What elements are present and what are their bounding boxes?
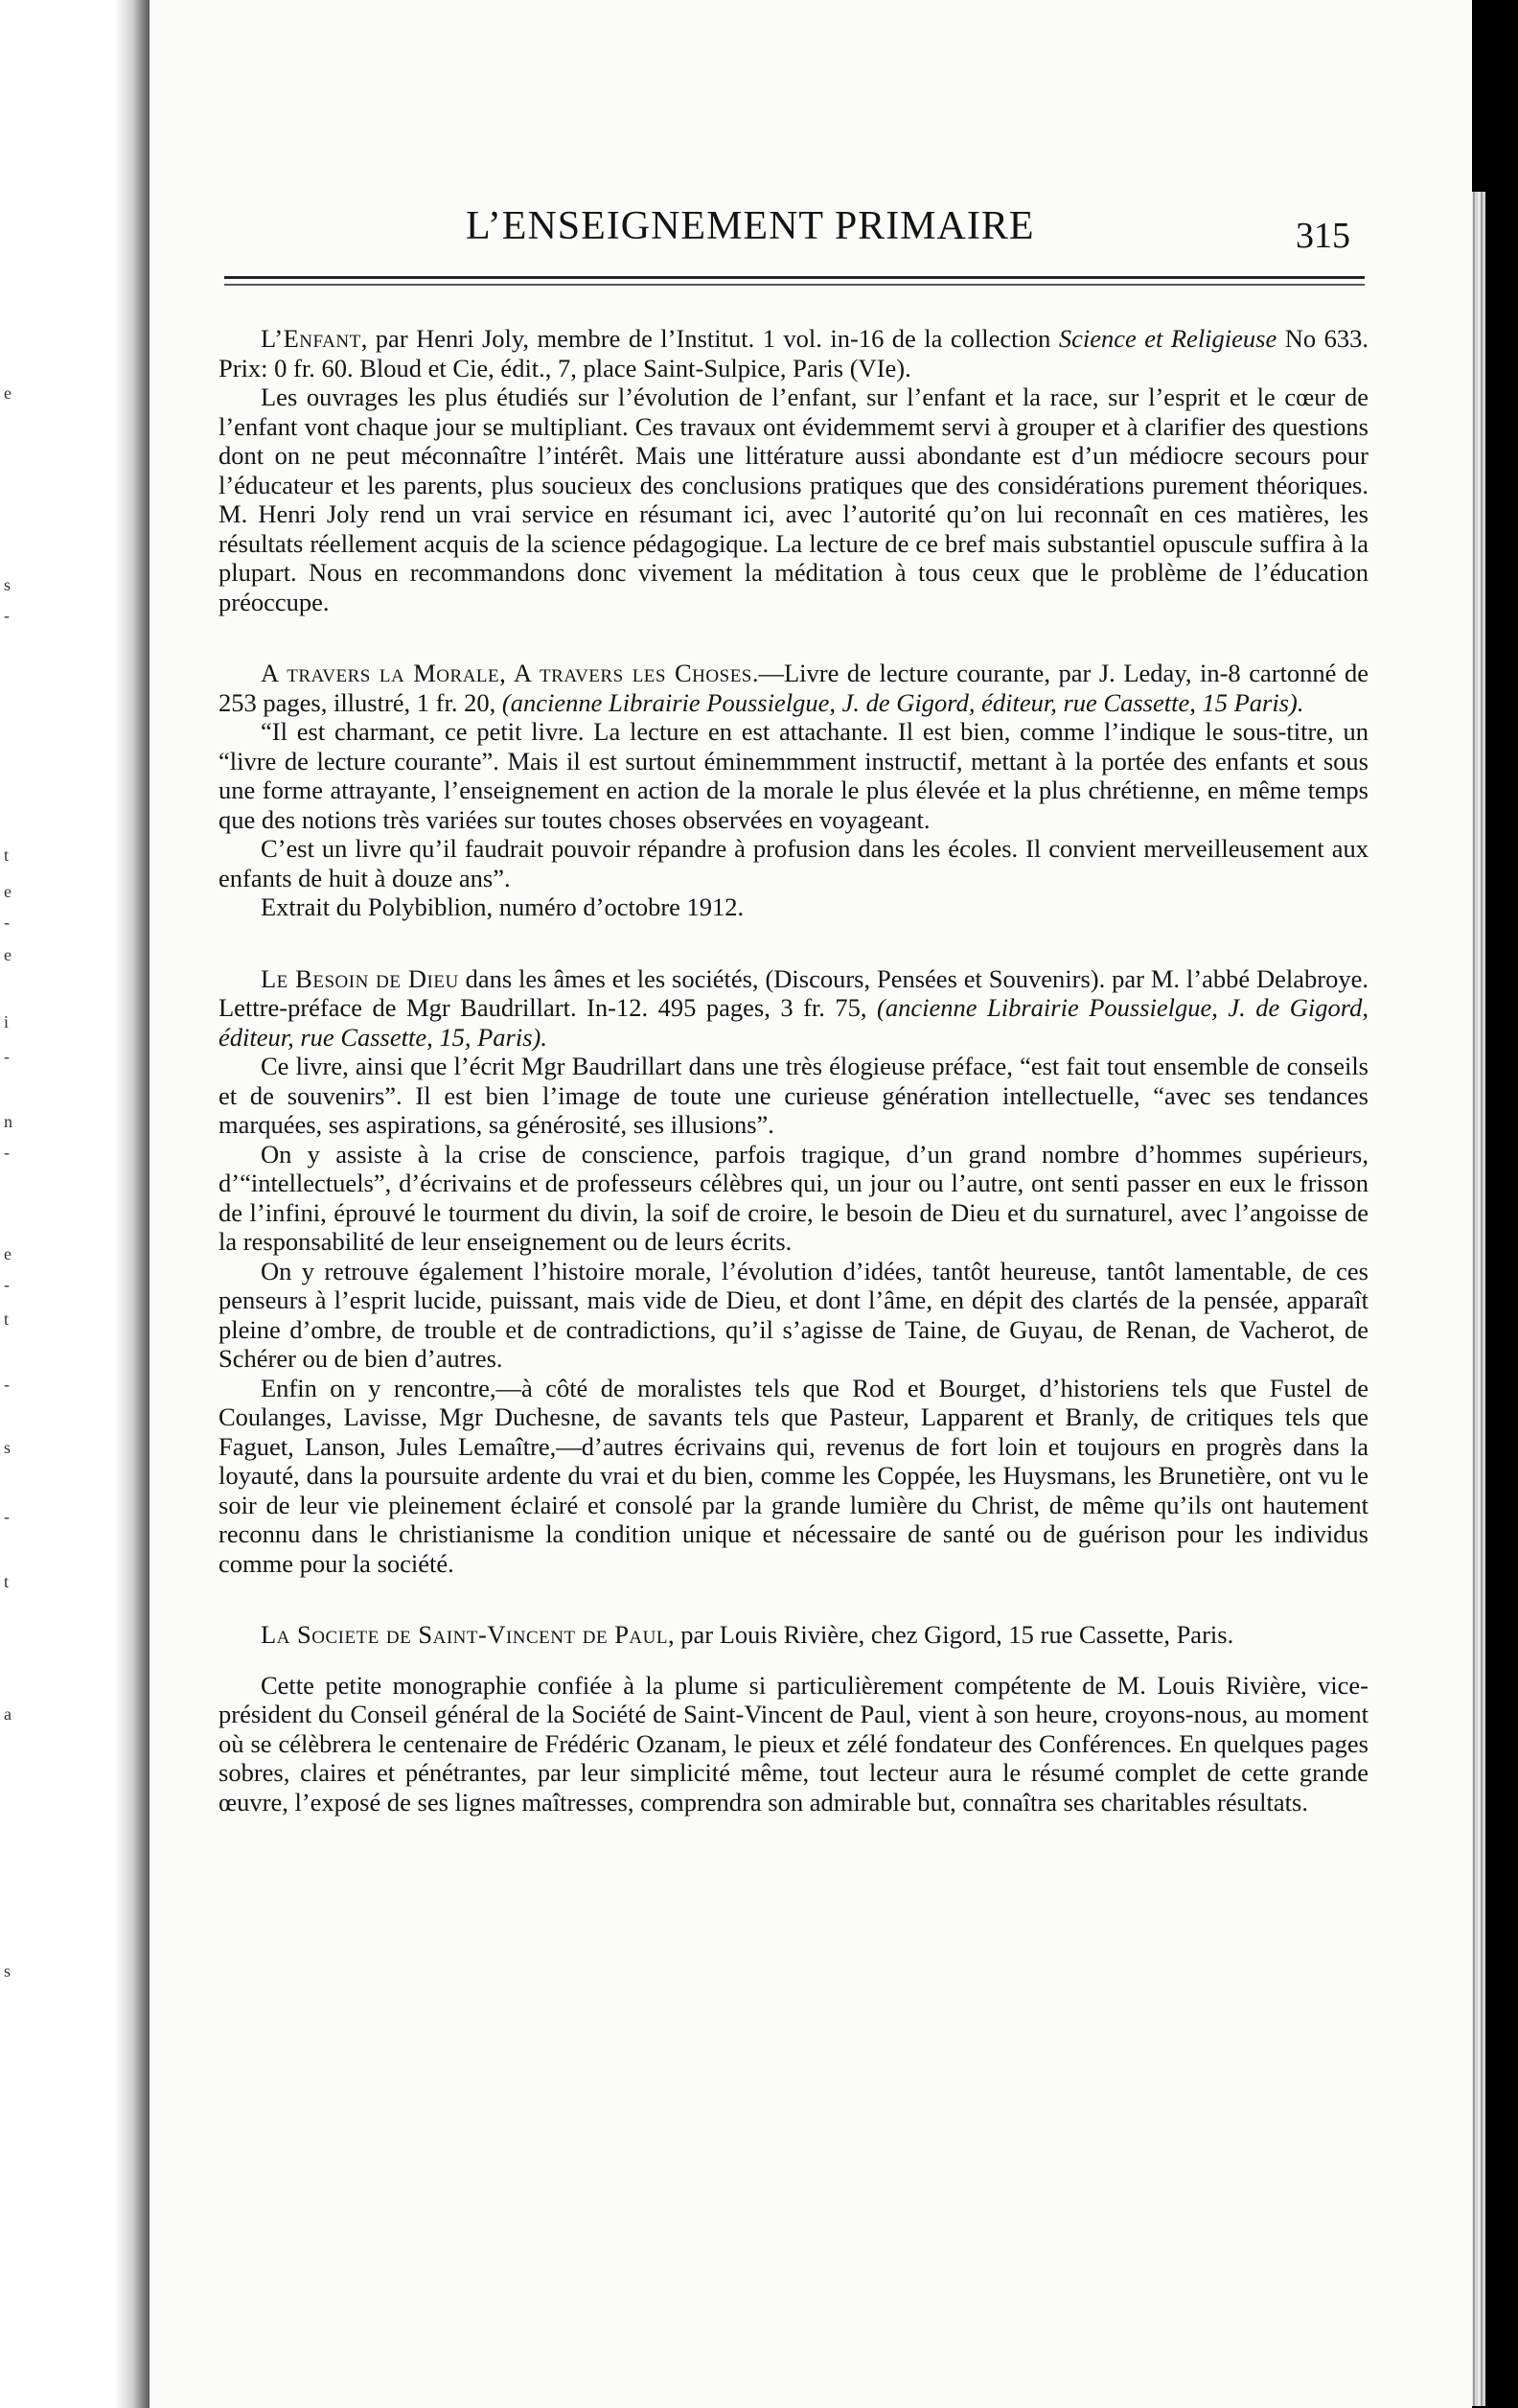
margin-mark: n xyxy=(4,1112,12,1131)
entry-paragraph: Enfin on y rencontre,—à côté de moralistes tels que Rod et Bourget, d’historiens tels que Fustel de Coulanges, Lavisse, Mgr Duchesne, de savants tels que Pasteur, Lapparent et Branly, de critiques tels que Faguet, Lanson, Jules Lemaître,—d’autres écrivains qui, revenus de fort loin et toujours en progrès dans la loyauté, dans la poursuite ardente du vrai et du bien, comme les Coppée, les Huysmans, les Brunetière, ont vu le soir de leur vie pleinement éclairé et consolé par la grande lumière du Christ, de même qu’ils ont hautement reconnu dans le christianisme la condition unique et nécessaire de santé ou de guérison pour les individus comme pour la société. xyxy=(218,1373,1368,1578)
entry-title: La Societe de Saint-Vincent de Paul xyxy=(261,1620,668,1649)
margin-mark: t xyxy=(4,845,10,865)
entry-heading xyxy=(218,324,1368,382)
review-entry xyxy=(218,1620,1368,1817)
margin-mark: e xyxy=(4,383,12,403)
margin-mark: e xyxy=(4,882,12,901)
running-title: L’ENSEIGNEMENT PRIMAIRE xyxy=(466,204,1035,248)
review-entry xyxy=(218,964,1368,1579)
margin-mark: - xyxy=(4,1275,10,1294)
margin-mark: - xyxy=(4,606,10,625)
entry-paragraph: On y assiste à la crise de conscience, parfois tragique, d’un grand nombre d’hommes supérieurs, d’“intellectuels”, d’écrivains et de professeurs célèbres qui, un jour ou l’autre, ont senti passer en eux le frisson de l’infini, éprouvé le tourment du divin, la soif de croire, le besoin de Dieu et du surnaturel, avec l’angoisse de la responsabilité de leur enseignement ou de leurs écrits. xyxy=(218,1139,1368,1256)
margin-mark: s xyxy=(4,575,12,594)
margin-mark: s xyxy=(4,1961,12,1980)
page-number: 315 xyxy=(1296,216,1350,256)
entry-paragraph: On y retrouve également l’histoire morale, l’évolution d’idées, tantôt heureuse, tantôt lamentable, de ces penseurs à l’esprit lucide, puissant, mais vide de Dieu, et dont l’âme, en dépit des clartés de la pensée, apparaît pleine d’ombre, de trouble et de contradictions, qu’il s’agisse de Taine, de Guyau, de Renan, de Vacherot, de Schérer ou de bien d’autres. xyxy=(218,1256,1368,1373)
margin-mark: i xyxy=(4,1012,10,1031)
margin-mark: - xyxy=(4,1375,10,1394)
book-page xyxy=(150,0,1472,2408)
page-body xyxy=(218,324,1368,1859)
margin-mark: - xyxy=(4,1047,10,1066)
entry-paragraph: C’est un livre qu’il faudrait pouvoir répandre à profusion dans les écoles. Il convient merveilleusement aux enfants de huit à douze ans”. xyxy=(218,834,1368,892)
entry-title: Le Besoin de Dieu xyxy=(261,963,459,993)
margin-mark: - xyxy=(4,913,10,932)
entry-series: Science et Religieuse xyxy=(1058,324,1277,353)
margin-mark: e xyxy=(4,945,12,964)
entry-paragraph: Extrait du Polybiblion, numéro d’octobre 1912. xyxy=(261,892,745,921)
entry-details: .—Livre de lecture courante, par J. Leday, in-8 cartonné de 253 pages, illustré, 1 fr. 20, xyxy=(218,659,1368,717)
entry-title: L’Enfant xyxy=(261,324,361,353)
margin-mark: e xyxy=(4,1244,12,1263)
margin-mark: t xyxy=(4,1309,10,1329)
review-entry xyxy=(218,659,1368,922)
margin-mark: - xyxy=(4,1507,10,1526)
entry-heading xyxy=(218,1620,1368,1650)
entry-series: (ancienne Librairie Poussielgue, J. de Gigord, éditeur, rue Cassette, 15, Paris). xyxy=(218,993,1369,1052)
review-entry xyxy=(218,324,1368,616)
entry-paragraph: Ce livre, ainsi que l’écrit Mgr Baudrillart dans une très élogieuse préface, “est fait tout ensemble de conseils et de souvenirs”. Il est bien l’image de toute une curieuse génération intellectuelle, “avec ses tendances marquées, ses aspirations, sa générosité, ses illusions”. xyxy=(218,1052,1368,1139)
margin-mark: a xyxy=(4,1704,12,1724)
header-rule-thin xyxy=(224,284,1365,286)
entry-heading xyxy=(218,964,1368,1053)
entry-series: (ancienne Librairie Poussielgue, J. de Gigord, éditeur, rue Cassette, 15 Paris). xyxy=(501,687,1304,717)
entry-heading xyxy=(218,659,1368,717)
entry-paragraph: “Il est charmant, ce petit livre. La lecture en est attachante. Il est bien, comme l’indique le sous-titre, un “livre de lecture courante”. Mais il est surtout éminemmment instructif, mettant à la portée des enfants et sous une forme attrayante, l’enseignement en action de la morale le plus élevée et la plus chrétienne, en même temps que des notions très variées sur toutes choses observées en voyageant. xyxy=(218,717,1368,834)
entry-title: A travers la Morale, A travers les Choses xyxy=(261,659,752,687)
entry-details: , par Henri Joly, membre de l’Institut. 1 vol. in-16 de la collection xyxy=(360,324,1059,353)
margin-mark: s xyxy=(4,1438,12,1457)
header-rule xyxy=(224,276,1365,279)
entry-paragraph: Cette petite monographie confiée à la plume si particulièrement compétente de M. Louis Rivière, vice-président du Conseil général de la Société de Saint-Vincent de Paul, vient à son heure, croyons-nous, au moment où se célèbrera le centenaire de Frédéric Ozanam, le pieux et zélé fondateur des Conférences. En quelques pages sobres, claires et pénétrantes, par leur simplicité même, tout lecteur aura le résumé complet de cette grande œuvre, l’exposé de ses lignes maîtresses, comprendra son admirable but, connaîtra ses charitables résultats. xyxy=(218,1670,1368,1817)
entry-details: dans les âmes et les sociétés, (Discours, Pensées et Souvenirs). par M. l’abbé Delabroye. Lettre-préface de Mgr Baudrillart. In-12. 495 pages, 3 fr. 75, xyxy=(218,963,1368,1022)
margin-mark: - xyxy=(4,1143,10,1162)
page-header xyxy=(150,203,1472,261)
binding-gutter xyxy=(115,0,153,2408)
entry-details: , par Louis Rivière, chez Gigord, 15 rue Cassette, Paris. xyxy=(667,1620,1234,1649)
entry-publisher: No 633. Prix: 0 fr. 60. Bloud et Cie, édit., 7, place Saint-Sulpice, Paris (VIe). xyxy=(218,324,1368,382)
entry-paragraph: Les ouvrages les plus étudiés sur l’évolution de l’enfant, sur l’enfant et la race, sur l’esprit et le cœur de l’enfant vont chaque jour se multipliant. Ces travaux ont évidemmemt servi à grouper et à clarifier des questions dont on ne peut méconnaître l’intérêt. Mais une littérature aussi abondante est d’un médiocre secours pour l’éducateur et les parents, plus soucieux des conclusions pratiques que des considérations purement théoriques. M. Henri Joly rend un vrai service en résumant ici, avec l’autorité qu’on lui reconnaît en ces matières, les résultats réellement acquis de la science pédagogique. La lecture de ce bref mais substantiel opuscule suffira à la plupart. Nous en recommandons donc vivement la méditation à tous ceux que le problème de l’éducation préoccupe. xyxy=(218,382,1368,616)
margin-mark: t xyxy=(4,1572,10,1591)
